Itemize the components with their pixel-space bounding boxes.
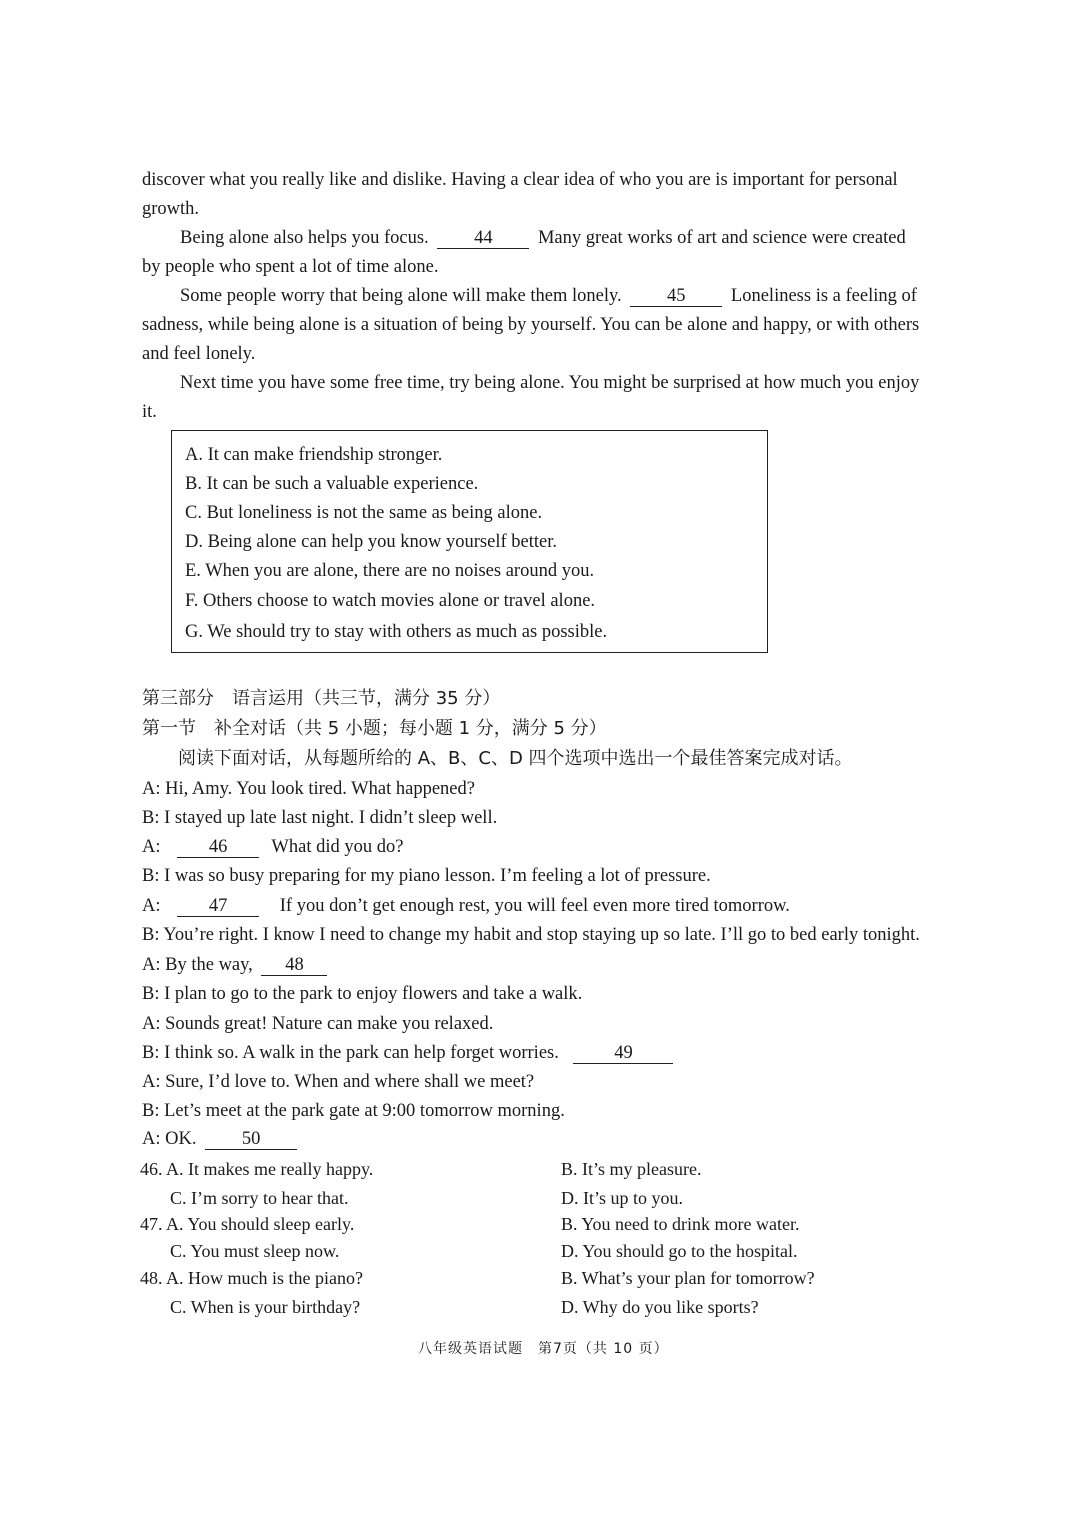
answer-blank-44: 44 (437, 228, 529, 249)
dialogue-line: B: I plan to go to the park to enjoy flowers and take a walk. (142, 984, 583, 1004)
speaker: A: (142, 837, 161, 857)
part-title: 第三部分 语言运用（共三节，满分 35 分） (142, 688, 501, 709)
dialogue-line (142, 1041, 677, 1065)
q46-option-a: 46. A. It makes me really happy. (140, 1159, 374, 1179)
q47-option-c: C. You must sleep now. (170, 1241, 340, 1261)
answer-blank-45: 45 (630, 286, 722, 307)
answer-blank-48: 48 (261, 955, 327, 976)
dialogue-text: B: I think so. A walk in the park can help forget worries. (142, 1043, 559, 1063)
dialogue-line: A: Hi, Amy. You look tired. What happened? (142, 779, 475, 799)
dialogue-line: B: You’re right. I know I need to change my habit and stop staying up so late. I’ll go to bed early tonight. (142, 925, 920, 945)
passage-text: Many great works of art and science were created (537, 228, 906, 248)
q47-option-d: D. You should go to the hospital. (561, 1241, 798, 1261)
q48-option-b: B. What’s your plan for tomorrow? (561, 1268, 815, 1288)
option-b: B. It can be such a valuable experience. (185, 474, 479, 494)
dialogue-text: If you don’t get enough rest, you will feel even more tired tomorrow. (279, 896, 790, 916)
q48-option-a: 48. A. How much is the piano? (140, 1268, 363, 1288)
option-e: E. When you are alone, there are no noises around you. (185, 561, 595, 581)
dialogue-text: What did you do? (271, 837, 404, 857)
answer-blank-47: 47 (177, 896, 259, 917)
passage-line: it. (142, 402, 157, 422)
passage-line (180, 226, 906, 250)
section-title: 第一节 补全对话（共 5 小题；每小题 1 分，满分 5 分） (142, 718, 607, 739)
passage-line: sadness, while being alone is a situation of being by yourself. You can be alone and happy, or with others (142, 315, 920, 335)
options-box (171, 430, 768, 653)
option-a: A. It can make friendship stronger. (185, 445, 443, 465)
passage-text: Being alone also helps you focus. (180, 228, 429, 248)
option-d: D. Being alone can help you know yourself better. (185, 532, 557, 552)
answer-blank-50: 50 (205, 1129, 297, 1150)
passage-line: Next time you have some free time, try being alone. You might be surprised at how much you enjoy (180, 373, 920, 393)
option-g: G. We should try to stay with others as much as possible. (185, 622, 608, 642)
passage-line: discover what you really like and dislike. Having a clear idea of who you are is important for personal (142, 170, 898, 190)
q46-option-d: D. It’s up to you. (561, 1188, 684, 1208)
q48-option-c: C. When is your birthday? (170, 1297, 361, 1317)
passage-line (180, 284, 917, 308)
passage-text: Some people worry that being alone will make them lonely. (180, 286, 622, 306)
page-footer: 八年级英语试题 第7页（共 10 页） (418, 1341, 669, 1357)
dialogue-line: B: I stayed up late last night. I didn’t sleep well. (142, 808, 498, 828)
option-f: F. Others choose to watch movies alone or travel alone. (185, 591, 596, 611)
dialogue-line: B: I was so busy preparing for my piano lesson. I’m feeling a lot of pressure. (142, 866, 711, 886)
option-c: C. But loneliness is not the same as being alone. (185, 503, 543, 523)
dialogue-line (142, 953, 331, 977)
dialogue-line (142, 835, 403, 859)
dialogue-text: A: OK. (142, 1129, 197, 1149)
passage-line: and feel lonely. (142, 344, 256, 364)
q46-option-c: C. I’m sorry to hear that. (170, 1188, 349, 1208)
passage-text: Loneliness is a feeling of (730, 286, 917, 306)
dialogue-line (142, 894, 790, 918)
q47-option-b: B. You need to drink more water. (561, 1214, 800, 1234)
dialogue-line: A: Sure, I’d love to. When and where shall we meet? (142, 1072, 535, 1092)
answer-blank-46: 46 (177, 837, 259, 858)
answer-blank-49: 49 (573, 1043, 673, 1064)
dialogue-line: B: Let’s meet at the park gate at 9:00 tomorrow morning. (142, 1101, 565, 1121)
dialogue-line (142, 1127, 301, 1151)
dialogue-line: A: Sounds great! Nature can make you relaxed. (142, 1014, 494, 1034)
instruction: 阅读下面对话，从每题所给的 A、B、C、D 四个选项中选出一个最佳答案完成对话。 (178, 748, 853, 769)
speaker: A: (142, 896, 161, 916)
dialogue-text: A: By the way, (142, 955, 253, 975)
q46-option-b: B. It’s my pleasure. (561, 1159, 702, 1179)
passage-line: growth. (142, 199, 200, 219)
q47-option-a: 47. A. You should sleep early. (140, 1214, 355, 1234)
passage-line: by people who spent a lot of time alone. (142, 257, 439, 277)
q48-option-d: D. Why do you like sports? (561, 1297, 759, 1317)
